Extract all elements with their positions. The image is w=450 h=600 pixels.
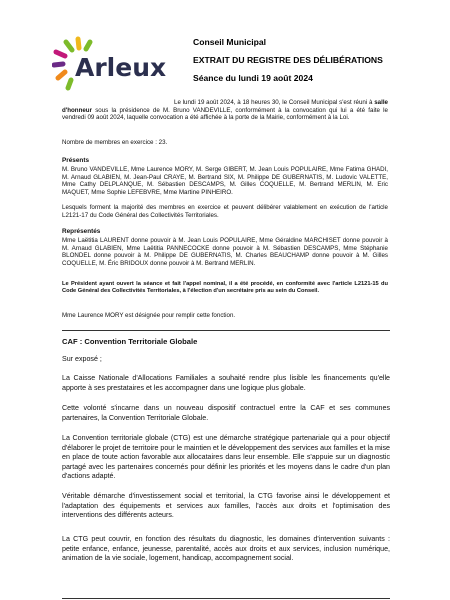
section-paragraph: La Convention territoriale globale (CTG) est une démarche stratégique partenariale qui a pour objectif d'élaborer le projet de territoire pour le maintien et le développement des services aux familles et la mise en place de toute action favorable aux allocataires dans leur ensemble. Elle s'appuie sur un diagnostic partagé avec les partenaires concernés pour définir les priorités et les moyens dans le cadre d'un plan d'actions adapté.: [62, 434, 390, 480]
session-date: Séance du lundi 19 août 2024: [193, 73, 313, 83]
section-paragraph: Sur exposé ;: [62, 355, 102, 363]
secretary-designation: Mme Laurence MORY est désignée pour remplir cette fonction.: [62, 312, 236, 319]
section-paragraph: Véritable démarche d'investissement social et territorial, la CTG favorise ainsi le développement et l'adaptation des équipements et services aux familles, l'accès aux droits et l'optimisation des interventions des différents acteurs.: [62, 492, 390, 519]
council-title: Conseil Municipal: [193, 37, 267, 47]
section-title: CAF : Convention Territoriale Globale: [62, 337, 198, 346]
section-divider: [62, 330, 390, 331]
meeting-place: salle d'honneur: [62, 99, 388, 114]
opening-statement: Le Président ayant ouvert la séance et fait l'appel nominal, il a été procédé, en conformité avec l'article L2121-15 du Code Général des Collectivités Territoriales, à l'élection d'un secrétaire pris au sein du Conseil.: [62, 281, 388, 295]
members-count: Nombre de membres en exercice : 23.: [62, 139, 168, 146]
intro-part1: Le lundi 19 août 2024, à 18 heures 30, le Conseil Municipal s'est réuni à: [174, 99, 373, 106]
footer-divider: [62, 598, 390, 599]
represented-list: Mme Laëtitia LAURENT donne pouvoir à M. Jean Louis POPULAIRE, Mme Géraldine MARCHISET donne pouvoir à M. Arnaud GLABIEN, Mme Laëtitia PANNECOCKE donne pouvoir à M. Sébastien DESCAMPS, Mme Stéphanie BLONDEL donne pouvoir à M. Philippe DE GUBERNATIS, M. Charles BEAUCHAMP donne pouvoir à M. Gilles COQUELLE, M. Éric BRIDOUX donne pouvoir à M. Bertrand MERLIN.: [62, 237, 388, 267]
present-list: M. Bruno VANDEVILLE, Mme Laurence MORY, M. Serge GIBERT, M. Jean Louis POPULAIRE, Mme Fatima GHADI, M. Arnaud GLABIEN, M. Jean-Paul CRAYE, M. Bertrand SIX, M. Philippe DE GUBERNATIS, M. Ludovic VALETTE, Mme Cathy DELPLANQUE, M. Sébastien DESCAMPS, M. Gilles COQUELLE, M. Bertrand MERLIN, M. Eric MAQUET, Mme Sophie LEFEBVRE, Mme Martine PINHEIRO.: [62, 166, 388, 196]
present-heading: Présents: [62, 157, 89, 164]
represented-heading: Représentés: [62, 228, 101, 235]
section-paragraph: Cette volonté s'incarne dans un nouveau dispositif contractuel entre la CAF et ses communes partenaires, la Convention Territoriale Globale.: [62, 404, 390, 422]
section-paragraph: La Caisse Nationale d'Allocations Familiales a souhaité rendre plus lisible les financements qu'elle apporte à ses prestataires et les accompagner dans une logique plus globale.: [62, 374, 390, 392]
intro-part2: sous la présidence de M. Bruno VANDEVILLE, conformément à la convocation qui lui a été faite le vendredi 09 août 2024, laquelle convocation a été affichée à la porte de la Mairie, conformément à la Loi.: [62, 106, 388, 122]
intro-paragraph: [62, 99, 388, 122]
extract-title: EXTRAIT DU REGISTRE DES DÉLIBÉRATIONS: [193, 55, 383, 65]
section-paragraph: La CTG peut couvrir, en fonction des résultats du diagnostic, les domaines d'intervention suivants : petite enfance, enfance, jeunesse, parentalité, accès aux droits et aux services, inclusion numérique, animation de la vie sociale, logement, handicap, accompagnement social.: [62, 535, 390, 562]
quorum-text: Lesquels forment la majorité des membres en exercice et peuvent délibérer valablement en exécution de l'article L2121-17 du Code Général des Collectivités Territoriales.: [62, 204, 388, 219]
logo-text: Arleux: [75, 53, 167, 82]
